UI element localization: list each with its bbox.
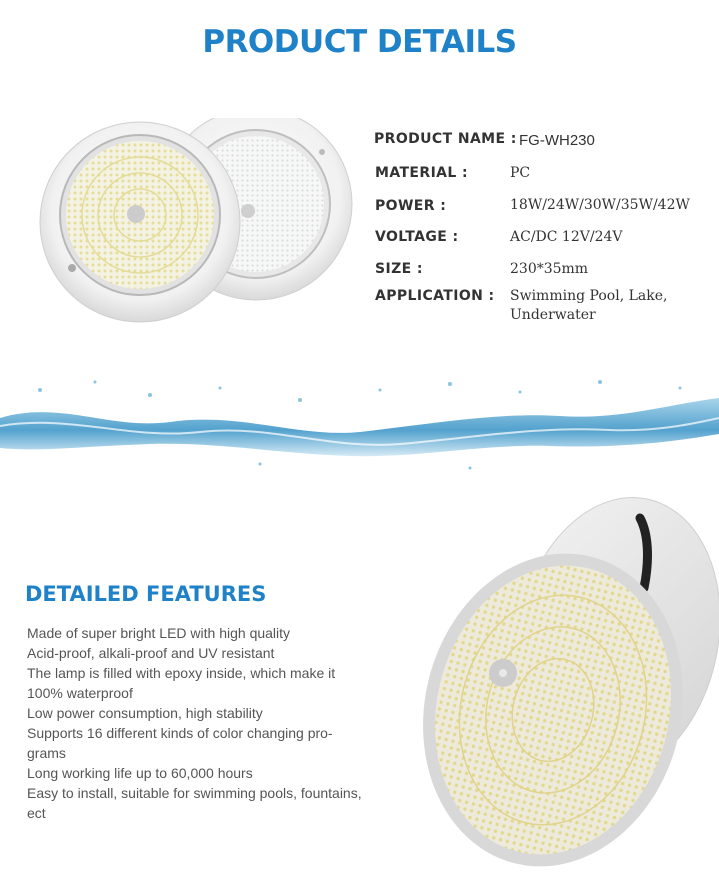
spec-label-size: SIZE : (375, 261, 423, 277)
spec-label-power: POWER : (375, 198, 447, 214)
feature-line: Made of super bright LED with high quality (27, 625, 291, 641)
features-heading: DETAILED FEATURES (25, 582, 267, 606)
page-title: PRODUCT DETAILS (202, 24, 517, 60)
spec-value-application-line1: Swimming Pool, Lake, (510, 288, 668, 304)
product-photo-angled (418, 488, 719, 872)
feature-line: Acid-proof, alkali-proof and UV resistant (27, 645, 275, 661)
spec-label-material: MATERIAL : (375, 165, 469, 181)
feature-line: The lamp is filled with epoxy inside, which make it (27, 665, 336, 681)
spec-value-product-name: FG-WH230 (519, 132, 595, 149)
spec-label-product-name: PRODUCT NAME : (374, 131, 517, 147)
feature-line: grams (27, 745, 66, 761)
spec-label-application: APPLICATION : (375, 288, 495, 304)
feature-line: Supports 16 different kinds of color changing pro- (27, 725, 333, 741)
feature-line: Long working life up to 60,000 hours (27, 765, 253, 781)
feature-line: Low power consumption, high stability (27, 705, 263, 721)
water-wave-divider (0, 360, 719, 480)
feature-line: Easy to install, suitable for swimming pools, fountains, (27, 785, 362, 801)
feature-line: ect (27, 805, 46, 821)
spec-value-voltage: AC/DC 12V/24V (510, 229, 623, 245)
spec-value-material: PC (510, 165, 531, 181)
feature-line: 100% waterproof (27, 685, 133, 701)
spec-value-power: 18W/24W/30W/35W/42W (510, 197, 690, 213)
spec-value-size: 230*35mm (510, 261, 589, 277)
product-photo-pair (30, 118, 360, 323)
spec-label-voltage: VOLTAGE : (375, 229, 459, 245)
spec-value-application-line2: Underwater (510, 307, 596, 323)
